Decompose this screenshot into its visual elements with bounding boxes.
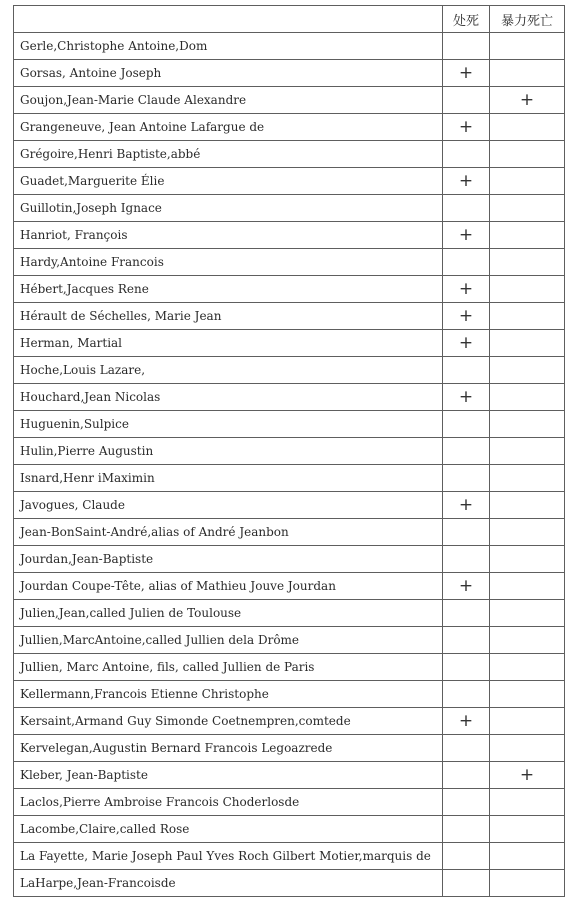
- executed-cell: +: [443, 114, 490, 141]
- executed-cell: [443, 438, 490, 465]
- violent-death-cell: [490, 816, 565, 843]
- violent-death-cell: [490, 573, 565, 600]
- table-row: [14, 735, 565, 762]
- executed-cell: [443, 249, 490, 276]
- executed-cell: +: [443, 276, 490, 303]
- violent-death-cell: [490, 249, 565, 276]
- table-row: [14, 87, 565, 114]
- table-row: [14, 708, 565, 735]
- violent-death-cell: [490, 627, 565, 654]
- violent-death-cell: [490, 33, 565, 60]
- header-row: [14, 6, 565, 33]
- violent-death-cell: [490, 141, 565, 168]
- executed-cell: [443, 735, 490, 762]
- table-row: [14, 330, 565, 357]
- person-name: Hébert,Jacques Rene: [14, 276, 443, 303]
- violent-death-cell: [490, 681, 565, 708]
- table-row: [14, 789, 565, 816]
- violent-death-cell: [490, 330, 565, 357]
- violent-death-cell: [490, 303, 565, 330]
- table-row: [14, 816, 565, 843]
- executed-cell: [443, 195, 490, 222]
- violent-death-cell: [490, 654, 565, 681]
- violent-death-cell: [490, 789, 565, 816]
- violent-death-cell: [490, 438, 565, 465]
- executed-cell: +: [443, 330, 490, 357]
- person-name: Jourdan Coupe-Tête, alias of Mathieu Jouve Jourdan: [14, 573, 443, 600]
- person-name: Grangeneuve, Jean Antoine Lafargue de: [14, 114, 443, 141]
- table-row: [14, 114, 565, 141]
- header-violent-death: 暴力死亡: [490, 6, 565, 33]
- violent-death-cell: [490, 114, 565, 141]
- person-name: La Fayette, Marie Joseph Paul Yves Roch Gilbert Motier,marquis de: [14, 843, 443, 870]
- table-body: [14, 33, 565, 897]
- violent-death-cell: +: [490, 762, 565, 789]
- table-row: [14, 276, 565, 303]
- violent-death-cell: [490, 708, 565, 735]
- person-name: Hanriot, François: [14, 222, 443, 249]
- violent-death-cell: [490, 546, 565, 573]
- executed-cell: [443, 681, 490, 708]
- table-row: [14, 762, 565, 789]
- violent-death-cell: [490, 519, 565, 546]
- person-name: Jullien, Marc Antoine, fils, called Jullien de Paris: [14, 654, 443, 681]
- executed-cell: [443, 600, 490, 627]
- person-name: Guillotin,Joseph Ignace: [14, 195, 443, 222]
- person-name: LaHarpe,Jean-Francoisde: [14, 870, 443, 897]
- violent-death-cell: [490, 870, 565, 897]
- violent-death-cell: [490, 168, 565, 195]
- table-row: [14, 573, 565, 600]
- executed-cell: +: [443, 168, 490, 195]
- person-name: Jean-BonSaint-André,alias of André Jeanbon: [14, 519, 443, 546]
- person-name: Gorsas, Antoine Joseph: [14, 60, 443, 87]
- table-row: [14, 141, 565, 168]
- violent-death-cell: [490, 357, 565, 384]
- person-name: Kleber, Jean-Baptiste: [14, 762, 443, 789]
- person-name: Hardy,Antoine Francois: [14, 249, 443, 276]
- person-name: Jullien,MarcAntoine,called Jullien dela Drôme: [14, 627, 443, 654]
- person-name: Isnard,Henr iMaximin: [14, 465, 443, 492]
- violent-death-cell: [490, 276, 565, 303]
- person-name: Laclos,Pierre Ambroise Francois Choderlosde: [14, 789, 443, 816]
- person-name: Kersaint,Armand Guy Simonde Coetnempren,comtede: [14, 708, 443, 735]
- executed-cell: [443, 87, 490, 114]
- person-name: Javogues, Claude: [14, 492, 443, 519]
- person-name: Hulin,Pierre Augustin: [14, 438, 443, 465]
- executed-cell: +: [443, 708, 490, 735]
- table-row: [14, 222, 565, 249]
- executed-cell: [443, 411, 490, 438]
- person-name: Guadet,Marguerite Élie: [14, 168, 443, 195]
- table-row: [14, 438, 565, 465]
- table-row: [14, 681, 565, 708]
- executed-cell: [443, 654, 490, 681]
- executed-cell: [443, 762, 490, 789]
- person-name: Herman, Martial: [14, 330, 443, 357]
- header-name: [14, 6, 443, 33]
- violent-death-cell: [490, 195, 565, 222]
- executed-cell: +: [443, 222, 490, 249]
- executed-cell: [443, 546, 490, 573]
- table-row: [14, 249, 565, 276]
- executed-cell: +: [443, 573, 490, 600]
- executed-cell: [443, 627, 490, 654]
- violent-death-cell: [490, 735, 565, 762]
- table-row: [14, 492, 565, 519]
- violent-death-cell: [490, 384, 565, 411]
- person-name: Julien,Jean,called Julien de Toulouse: [14, 600, 443, 627]
- table-row: [14, 519, 565, 546]
- executed-cell: [443, 816, 490, 843]
- table-row: [14, 843, 565, 870]
- executed-cell: [443, 789, 490, 816]
- table-row: [14, 357, 565, 384]
- person-name: Huguenin,Sulpice: [14, 411, 443, 438]
- table-row: [14, 870, 565, 897]
- executed-cell: +: [443, 492, 490, 519]
- header-executed: 处死: [443, 6, 490, 33]
- table-row: [14, 195, 565, 222]
- table-row: [14, 411, 565, 438]
- person-name: Goujon,Jean-Marie Claude Alexandre: [14, 87, 443, 114]
- executed-cell: [443, 141, 490, 168]
- table-row: [14, 627, 565, 654]
- executed-cell: [443, 870, 490, 897]
- person-name: Hoche,Louis Lazare,: [14, 357, 443, 384]
- person-name: Gerle,Christophe Antoine,Dom: [14, 33, 443, 60]
- executed-cell: +: [443, 60, 490, 87]
- violent-death-cell: [490, 492, 565, 519]
- violent-death-cell: [490, 222, 565, 249]
- violent-death-cell: [490, 465, 565, 492]
- executed-cell: [443, 519, 490, 546]
- table-row: [14, 303, 565, 330]
- person-name: Lacombe,Claire,called Rose: [14, 816, 443, 843]
- person-name: Jourdan,Jean-Baptiste: [14, 546, 443, 573]
- person-name: Grégoire,Henri Baptiste,abbé: [14, 141, 443, 168]
- person-name: Houchard,Jean Nicolas: [14, 384, 443, 411]
- person-name: Kellermann,Francois Etienne Christophe: [14, 681, 443, 708]
- executed-cell: [443, 33, 490, 60]
- table-row: [14, 546, 565, 573]
- person-name: Kervelegan,Augustin Bernard Francois Legoazrede: [14, 735, 443, 762]
- table-row: [14, 33, 565, 60]
- table-row: [14, 60, 565, 87]
- violent-death-cell: [490, 600, 565, 627]
- table-row: [14, 168, 565, 195]
- records-table: [13, 5, 565, 897]
- person-name: Hérault de Séchelles, Marie Jean: [14, 303, 443, 330]
- violent-death-cell: [490, 60, 565, 87]
- violent-death-cell: [490, 411, 565, 438]
- table-row: [14, 654, 565, 681]
- violent-death-cell: [490, 843, 565, 870]
- executed-cell: [443, 843, 490, 870]
- table-row: [14, 600, 565, 627]
- executed-cell: [443, 465, 490, 492]
- table-row: [14, 384, 565, 411]
- executed-cell: +: [443, 303, 490, 330]
- executed-cell: [443, 357, 490, 384]
- violent-death-cell: +: [490, 87, 565, 114]
- table-row: [14, 465, 565, 492]
- executed-cell: +: [443, 384, 490, 411]
